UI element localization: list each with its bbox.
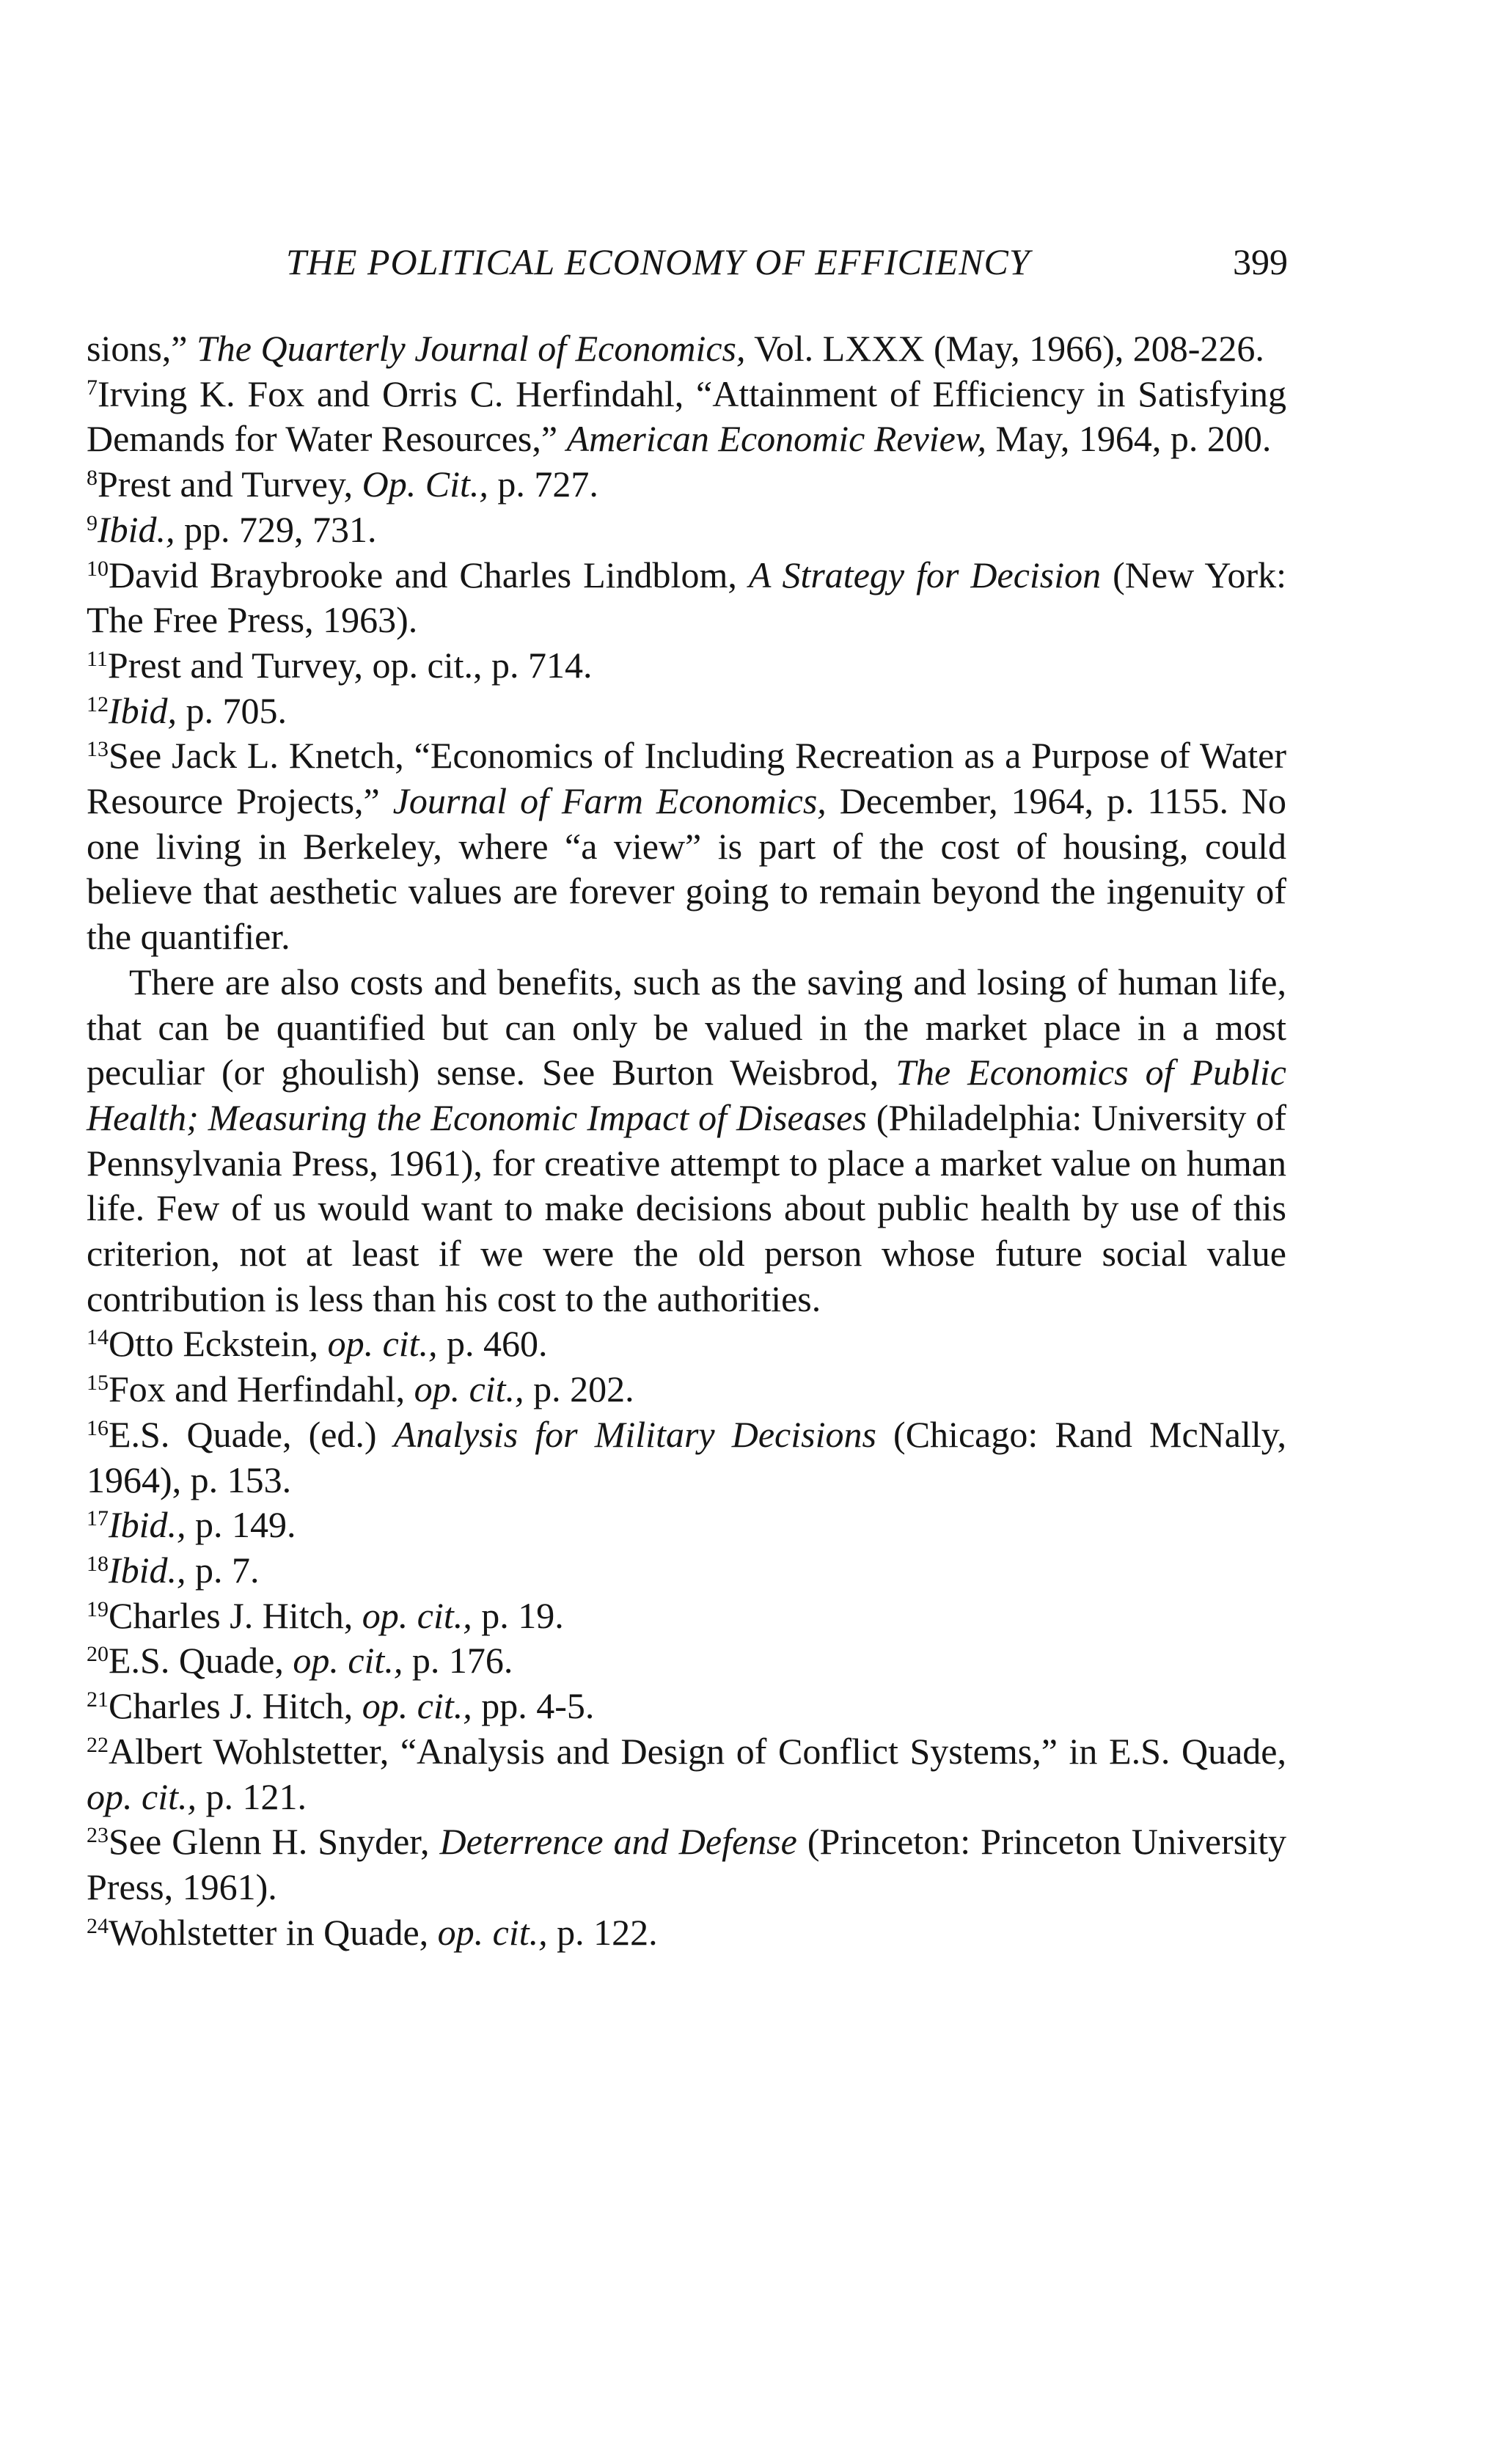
footnote-italic-text: American Economic Review, [566,418,987,460]
footnote-text: (Philadelphia: University of Pennsylvania Press, 1961), for creative attempt to place a market value on human life. Few of us would want to make decisions about public health by use of this criterion, not at least if we were the old person whose future social value contribution is less than his cost to the authorities. [87,1096,1286,1319]
footnote-italic-text: op. cit., [362,1594,472,1636]
footnote-italic-text: Ibid., [109,1549,186,1591]
footnote-text: Wohlstetter in Quade, [109,1911,438,1953]
footnote-number: 20 [87,1642,109,1667]
footnote-text: E.S. Quade, (ed.) [109,1413,394,1455]
footnote [87,553,1286,643]
footnote-number: 9 [87,510,98,535]
footnote [87,1910,1286,1956]
footnote-number: 18 [87,1551,109,1576]
footnote-number: 14 [87,1325,109,1350]
footnote-text: pp. 729, 731. [175,508,377,550]
footnote-text: Vol. LXXX (May, 1966), 208-226. [745,328,1264,369]
footnote-text: (New York: The Free Press, 1963). [87,554,1286,641]
footnote [87,1321,1286,1367]
footnote-text: Albert Wohlstetter, “Analysis and Design of Conflict Systems,” in E.S. Quade, [109,1730,1286,1772]
footnote-italic-text: op. cit., [327,1323,438,1365]
footnote-number: 15 [87,1371,109,1396]
footnote-text: Irving K. Fox and Orris C. Herfindahl, “Attainment of Efficiency in Satisfying Demands for Water Resources,” [87,373,1286,460]
footnote-text: December, 1964, p. 1155. No one living in Berkeley, where “a view” is part of the cost of housing, could believe that aesthetic values are forever going to remain beyond the ingenuity of the quantifier. [87,780,1287,958]
footnote-text: (Princeton: Princeton University Press, 1961). [87,1821,1286,1907]
footnote [87,372,1286,462]
footnote-italic-text: Journal of Farm Economics, [392,780,827,822]
footnote-italic-text: Deterrence and Defense [439,1821,797,1863]
footnote-text: See Jack L. Knetch, “Economics of Including Recreation as a Purpose of Water Resource Projects,” [87,735,1286,822]
footnote-italic-text: op. cit., [437,1911,548,1953]
footnote-text: Charles J. Hitch, [109,1685,362,1727]
footnote-text: p. 19. [472,1594,564,1636]
footnote-number: 23 [87,1823,109,1848]
footnote [87,1548,1286,1594]
footnote-number: 11 [87,646,108,671]
footnote-italic-text: The Economics of Public Health; Measuring the Economic Impact of Diseases [87,1052,1286,1138]
footnote-number: 21 [87,1687,109,1712]
footnote-number: 8 [87,466,98,491]
footnote-text: There are also costs and benefits, such as the saving and losing of human life, that can be quantified but can only be valued in the market place in a most peculiar (or ghoulish) sense. See Burton Weisbrod, [87,961,1286,1093]
footnote-text: p. 121. [196,1775,307,1817]
footnote-text: p. 705. [177,689,287,731]
footnote-italic-text: Analysis for Military Decisions [393,1413,876,1455]
footnote-text: sions,” [87,328,197,369]
footnote-text: Otto Eckstein, [109,1323,328,1365]
footnote-text: (Chicago: Rand McNally, 1964), p. 153. [87,1413,1287,1500]
footnote [87,462,1286,507]
footnote-text: See Glenn H. Snyder, [109,1821,440,1863]
footnote [87,689,1286,734]
footnote-text: p. 122. [547,1911,658,1953]
footnote-text: Fox and Herfindahl, [109,1368,414,1410]
footnote-text: Prest and Turvey, [98,463,362,505]
footnote [87,1367,1286,1412]
footnote-italic-text: Ibid, [109,689,177,731]
footnote-number: 13 [87,737,109,762]
footnote-number: 22 [87,1732,109,1757]
footnote-text: May, 1964, p. 200. [986,418,1272,460]
page-number: 399 [1233,241,1288,282]
footnote-number: 16 [87,1415,109,1440]
footnote-number: 10 [87,556,109,581]
footnote-text: p. 202. [524,1368,634,1410]
footnote-italic-text: op. cit., [414,1368,524,1410]
footnote-italic-text: Ibid., [98,508,175,550]
footnote-italic-text: Ibid., [109,1504,186,1546]
footnote-italic-text: A Strategy for Decision [748,554,1102,595]
footnote [87,1503,1286,1548]
footnote [87,1594,1286,1639]
footnote-text: pp. 4-5. [472,1685,595,1727]
footnote-italic-text: op. cit., [293,1640,403,1682]
footnote [87,1638,1286,1684]
footnote [87,507,1286,553]
footnote-text: E.S. Quade, [109,1640,293,1682]
footnote-text: p. 460. [437,1323,548,1365]
running-title: THE POLITICAL ECONOMY OF EFFICIENCY [286,241,1030,282]
footnote-italic-text: op. cit., [87,1775,197,1817]
running-head [279,236,1288,287]
footnote [87,1684,1286,1729]
footnote-italic-text: Op. Cit., [362,463,488,505]
footnote-number: 17 [87,1506,109,1531]
footnote-text: p. 149. [186,1504,296,1546]
footnote-text: Charles J. Hitch, [109,1594,362,1636]
footnote [87,326,1286,372]
footnote-text: David Braybrooke and Charles Lindblom, [109,554,749,595]
footnote [87,1819,1286,1910]
footnote-number: 19 [87,1596,109,1621]
footnote [87,1729,1286,1819]
footnote [87,643,1286,689]
footnote-text: p. 727. [488,463,598,505]
footnote-paragraph [87,960,1286,1322]
footnote [87,733,1286,960]
footnote-italic-text: The Quarterly Journal of Economics, [197,328,746,369]
footnote-italic-text: op. cit., [362,1685,472,1727]
footnote [87,1412,1286,1503]
footnote-text: Prest and Turvey, op. cit., p. 714. [107,644,593,686]
footnote-number: 12 [87,692,109,716]
footnote-number: 7 [87,375,98,400]
footnote-number: 24 [87,1913,109,1938]
footnote-text: p. 7. [186,1549,260,1591]
footnotes-list [87,326,1286,1955]
footnote-text: p. 176. [403,1640,513,1682]
